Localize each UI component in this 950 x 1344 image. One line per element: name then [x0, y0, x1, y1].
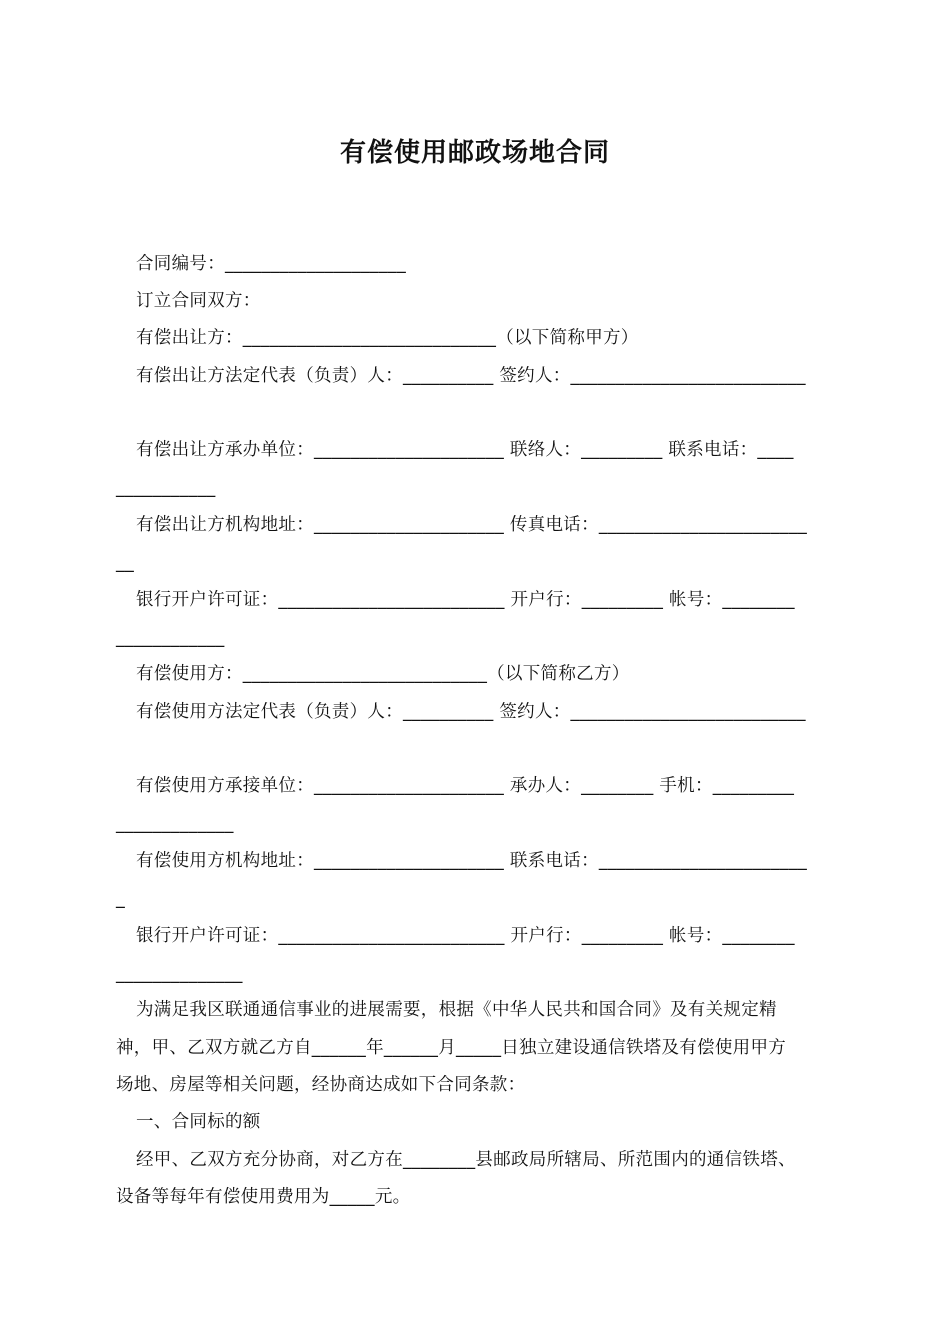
party-a-bank-continuation: ____________: [116, 628, 225, 648]
document-title: 有偿使用邮政场地合同: [339, 138, 610, 168]
party-a-name-line: 有偿出让方：____________________________（以下简称甲方）: [136, 328, 639, 348]
party-a-unit-continuation: ___________: [116, 478, 216, 498]
party-b-address-line: 有偿使用方机构地址：_____________________ 联系电话：_______________________: [136, 851, 808, 871]
party-b-bank-line: 银行开户许可证：_________________________ 开户行：_________ 帐号：________: [136, 926, 795, 946]
party-a-bank-line: 银行开户许可证：_________________________ 开户行：_________ 帐号：________: [136, 590, 795, 610]
contract-number-line: 合同编号：____________________: [136, 254, 406, 274]
party-b-representative-line: 有偿使用方法定代表（负责）人：__________ 签约人：__________________________: [136, 702, 806, 722]
party-a-representative-line: 有偿出让方法定代表（负责）人：__________ 签约人：__________________________: [136, 366, 806, 386]
party-b-bank-continuation: ______________: [116, 964, 243, 984]
preamble-line-2: 神，甲、乙双方就乙方自______年______月_____日独立建设通信铁塔及有偿使用甲方: [116, 1038, 787, 1058]
contract-parties-heading: 订立合同双方：: [136, 291, 261, 311]
party-a-address-line: 有偿出让方机构地址：_____________________ 传真电话：_______________________: [136, 515, 808, 535]
section-1-body-line-2: 设备等每年有偿使用费用为_____元。: [116, 1187, 411, 1207]
preamble-line-3: 场地、房屋等相关问题，经协商达成如下合同条款：: [116, 1075, 526, 1095]
section-1-heading: 一、合同标的额: [136, 1112, 261, 1132]
party-b-unit-continuation: _____________: [116, 814, 234, 834]
preamble-line-1: 为满足我区联通通信事业的进展需要，根据《中华人民共和国合同》及有关规定精: [136, 1000, 777, 1020]
party-a-address-continuation: __: [116, 553, 135, 573]
party-b-address-continuation: _: [116, 889, 126, 909]
party-a-unit-line: 有偿出让方承办单位：_____________________ 联络人：_________ 联系电话：____: [136, 440, 794, 460]
party-b-name-line: 有偿使用方：___________________________（以下简称乙方）: [136, 664, 630, 684]
section-1-body-line-1: 经甲、乙双方充分协商，对乙方在________县邮政局所辖局、所范围内的通信铁塔、: [136, 1150, 796, 1170]
party-b-unit-line: 有偿使用方承接单位：_____________________ 承办人：________ 手机：_________: [136, 776, 795, 796]
